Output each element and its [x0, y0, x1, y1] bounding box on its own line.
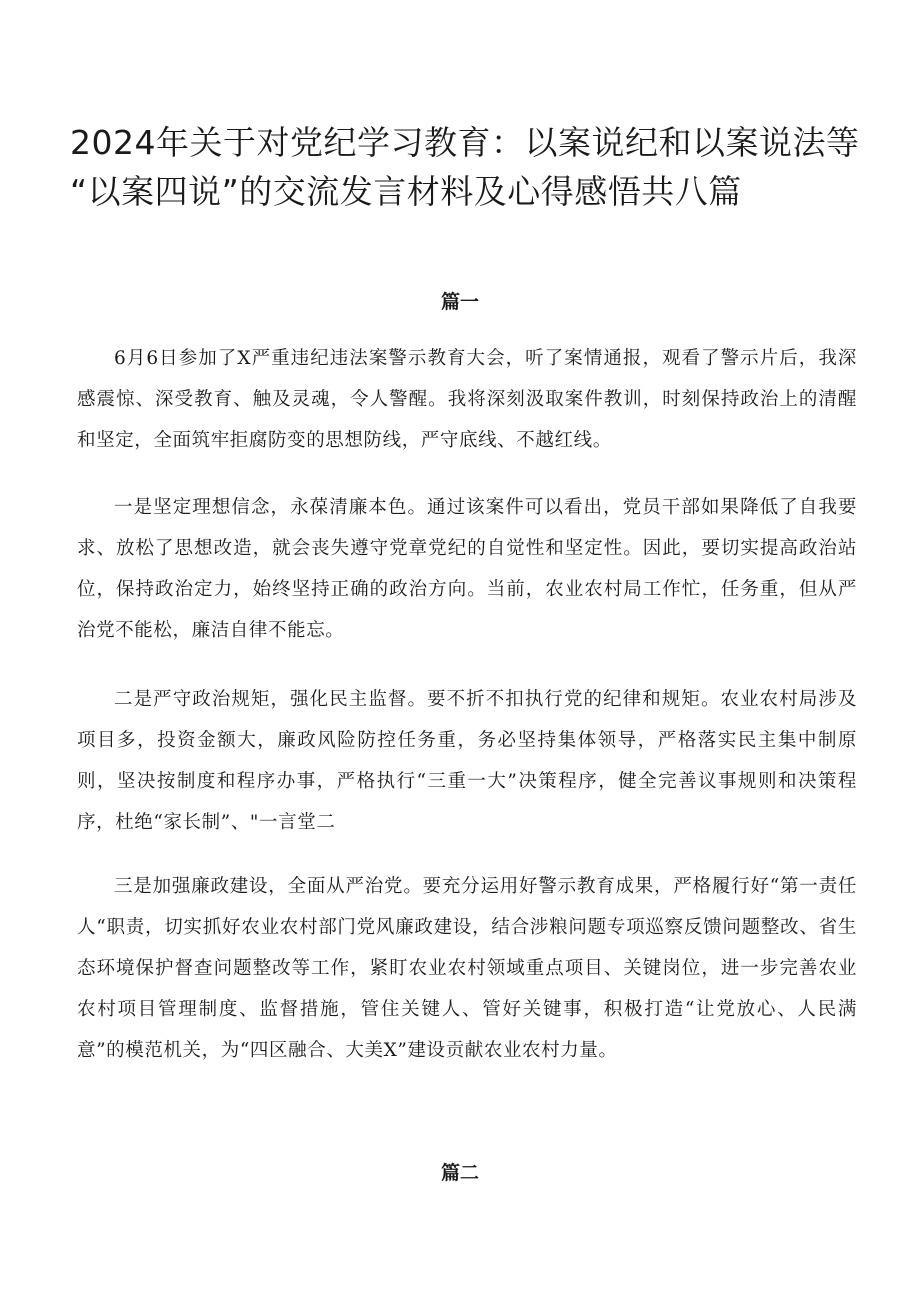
section-heading-1: 篇一: [440, 291, 479, 313]
paragraph-point-1: 一是坚定理想信念，永葆清廉本色。通过该案件可以看出，党员干部如果降低了自我要求、放松了思想改造，就会丧失遵守党章党纪的自觉性和坚定性。因此，要切实提高政治站位，保持政治定力，始终坚持正确的政治方向。当前，农业农村局工作忙，任务重，但从严治党不能松，廉洁自律不能忘。: [77, 497, 857, 641]
paragraph-intro: 6月6日参加了X严重违纪违法案警示教育大会，听了案情通报，观看了警示片后，我深感震惊、深受教育、触及灵魂，令人警醒。我将深刻汲取案件教训，时刻保持政治上的清醒和坚定，全面筑牢拒腐防变的思想防线，严守底线、不越红线。: [77, 348, 857, 451]
document-title-line-1: 2024年关于对党纪学习教育：以案说纪和以案说法等: [70, 123, 860, 162]
paragraph-point-3: 三是加强廉政建设，全面从严治党。要充分运用好警示教育成果，严格履行好“第一责任人“职责，切实抓好农业农村部门党风廉政建设，结合涉粮问题专项巡察反馈问题整改、省生态环境保护督查问题整改等工作，紧盯农业农村领域重点项目、关键岗位，进一步完善农业农村项目管理制度、监督措施，管住关键人、管好关键事，积极打造“让党放心、人民满意”的模范机关，为“四区融合、大美X”建设贡献农业农村力量。: [77, 876, 857, 1061]
document-title-line-2: “以案四说”的交流发言材料及心得感悟共八篇: [70, 172, 742, 211]
paragraph-point-2: 二是严守政治规矩，强化民主监督。要不折不扣执行党的纪律和规矩。农业农村局涉及项目多，投资金额大，廉政风险防控任务重，务必坚持集体领导，严格落实民主集中制原则，坚决按制度和程序办事，严格执行“三重一大”决策程序，健全完善议事规则和决策程序，杜绝“家长制”、"一言堂二: [77, 689, 857, 833]
section-heading-2: 篇二: [440, 1162, 479, 1184]
document-title: [70, 118, 870, 216]
